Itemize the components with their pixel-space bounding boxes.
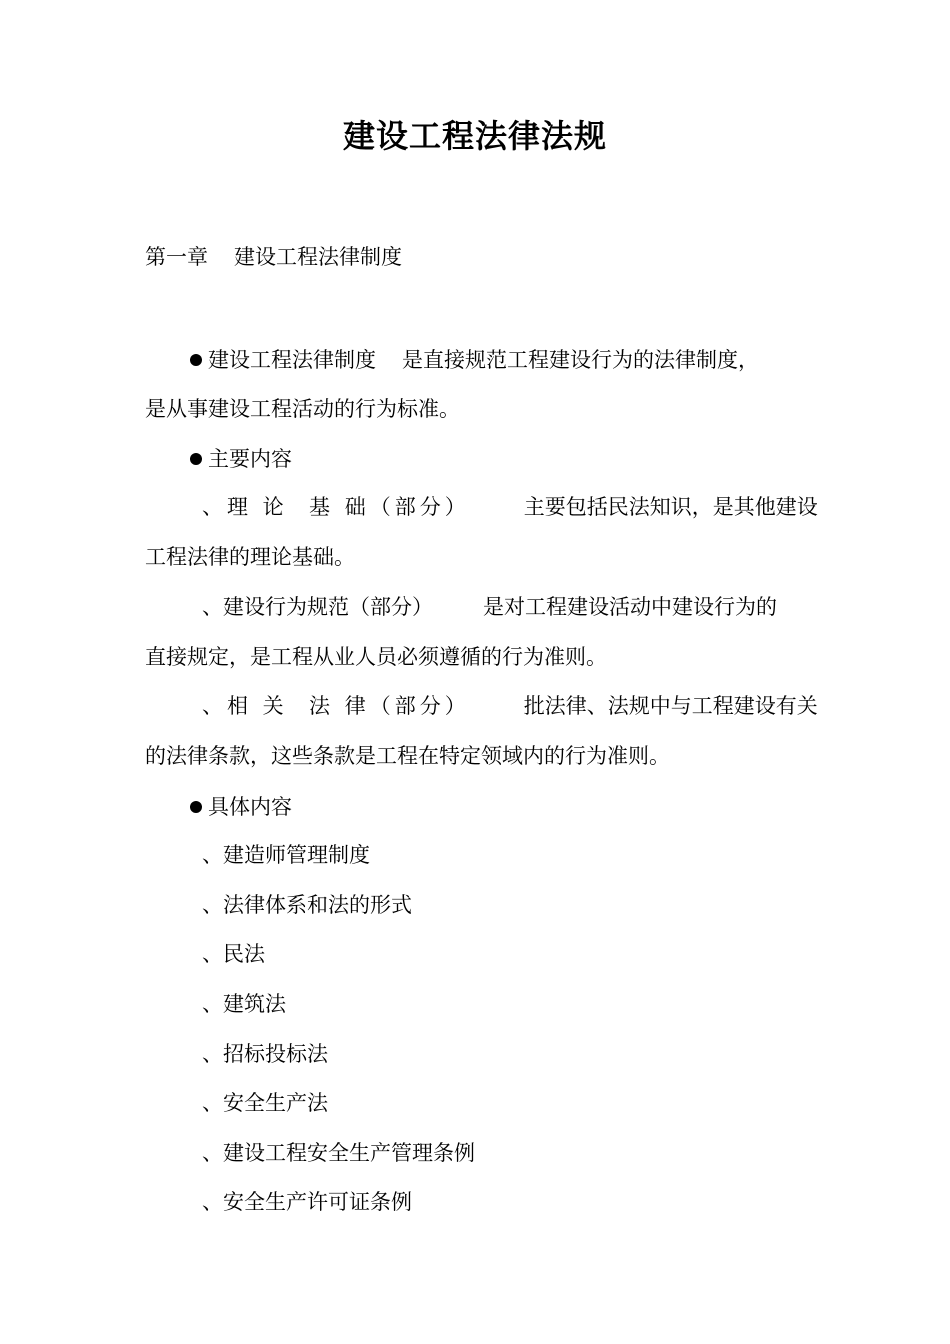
definition-text: 是直接规范工程建设行为的法律制度， [402, 348, 759, 372]
specific-item: 、安全生产许可证条例 [202, 1190, 412, 1214]
main-item-text: 批法律、法规中与工程建设有关 [523, 694, 818, 718]
specific-content-heading: 具体内容 [190, 794, 292, 820]
specific-item: 、法律体系和法的形式 [202, 893, 412, 917]
specific-item: 、建造师管理制度 [202, 843, 370, 867]
specific-item: 、建设工程安全生产管理条例 [202, 1141, 475, 1165]
chapter-heading [145, 244, 402, 270]
specific-item: 、民法 [202, 942, 265, 966]
definition-term: 建设工程法律制度 [208, 348, 376, 372]
bullet-icon [190, 453, 202, 465]
bullet-icon [190, 354, 202, 366]
main-item-label: 、理 论 基 础（部分） [202, 495, 470, 519]
main-item-text: 主要包括民法知识，是其他建设 [523, 495, 818, 519]
main-item-label: 、建设行为规范（部分） [202, 595, 433, 619]
definition-line-1 [190, 347, 759, 373]
specific-item: 、招标投标法 [202, 1042, 328, 1066]
main-item-1-line-2: 工程法律的理论基础。 [145, 545, 355, 569]
main-item-label: 、相 关 法 律（部分） [202, 694, 470, 718]
chapter-number: 第一章 [145, 245, 208, 269]
page-title: 建设工程法律法规 [342, 117, 607, 155]
main-item-1-line-1 [202, 494, 818, 520]
main-content-heading: 主要内容 [190, 446, 292, 472]
specific-item: 、安全生产法 [202, 1091, 328, 1115]
bullet-icon [190, 801, 202, 813]
specific-item: 、建筑法 [202, 992, 286, 1016]
definition-line-2: 是从事建设工程活动的行为标准。 [145, 397, 460, 421]
chapter-name: 建设工程法律制度 [234, 245, 402, 269]
main-item-3-line-2: 的法律条款，这些条款是工程在特定领域内的行为准则。 [145, 744, 670, 768]
main-item-2-line-2: 直接规定，是工程从业人员必须遵循的行为准则。 [145, 645, 607, 669]
main-item-3-line-1 [202, 693, 818, 719]
main-item-text: 是对工程建设活动中建设行为的 [483, 595, 777, 619]
main-item-2-line-1 [202, 594, 777, 620]
